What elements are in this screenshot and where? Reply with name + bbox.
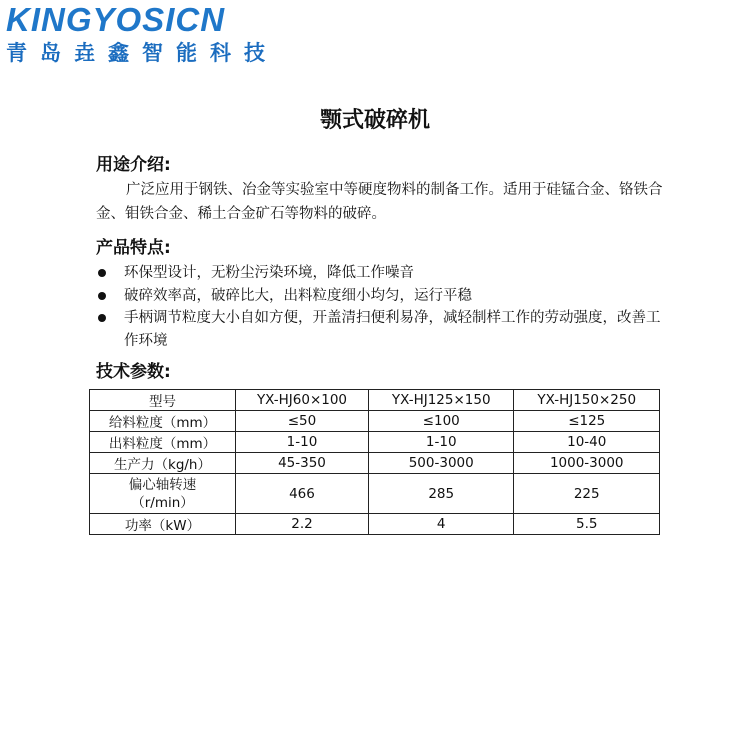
table-cell: ≤100 [368, 411, 514, 432]
bullet-icon [98, 314, 106, 322]
specs-heading: 技术参数: [96, 362, 171, 382]
table-row [90, 411, 660, 432]
table-cell: 466 [236, 474, 369, 514]
table-row [90, 453, 660, 474]
table-row [90, 474, 660, 514]
table-cell: 285 [368, 474, 514, 514]
table-cell: ≤50 [236, 411, 369, 432]
row-label: 偏心轴转速（r/min） [90, 474, 236, 514]
table-cell: 225 [514, 474, 660, 514]
features-list [96, 262, 666, 352]
header-cell: 型号 [90, 390, 236, 411]
table-cell: 1-10 [236, 432, 369, 453]
header-cell: YX-HJ60×100 [236, 390, 369, 411]
table-cell: 45-350 [236, 453, 369, 474]
logo-wordmark: KINGYOSICN [6, 1, 226, 38]
table-row [90, 514, 660, 535]
row-label: 生产力（kg/h） [90, 453, 236, 474]
page-title: 颚式破碎机 [319, 107, 430, 133]
row-label: 给料粒度（mm） [90, 411, 236, 432]
table-cell: 4 [368, 514, 514, 535]
header-cell: YX-HJ125×150 [368, 390, 514, 411]
company-name-cn: 青岛垚鑫智能科技 [6, 41, 278, 65]
feature-text: 环保型设计，无粉尘污染环境，降低工作噪音 [124, 265, 414, 281]
header-cell: YX-HJ150×250 [514, 390, 660, 411]
table-cell: 1-10 [368, 432, 514, 453]
row-label: 出料粒度（mm） [90, 432, 236, 453]
table-cell: ≤125 [514, 411, 660, 432]
feature-text: 手柄调节粒度大小自如方便，开盖清扫便利易净，减轻制样工作的劳动强度，改善工作环境 [124, 310, 661, 349]
specs-table [89, 389, 660, 535]
table-cell: 10-40 [514, 432, 660, 453]
table-cell: 500-3000 [368, 453, 514, 474]
row-label: 功率（kW） [90, 514, 236, 535]
features-heading: 产品特点: [96, 238, 171, 258]
feature-text: 破碎效率高，破碎比大，出料粒度细小均匀，运行平稳 [124, 287, 472, 304]
bullet-icon [98, 292, 106, 300]
bullet-icon [98, 269, 106, 277]
feature-item [96, 262, 666, 285]
table-cell: 1000-3000 [514, 453, 660, 474]
table-row [90, 432, 660, 453]
brand-logo [6, 2, 278, 66]
feature-item [96, 307, 666, 352]
table-cell: 5.5 [514, 514, 660, 535]
usage-heading: 用途介绍: [96, 155, 171, 175]
table-header-row [90, 390, 660, 411]
usage-paragraph: 广泛应用于钢铁、冶金等实验室中等硬度物料的制备工作。适用于硅锰合金、铬铁合金、钼铁合金、稀土合金矿石等物料的破碎。 [96, 182, 663, 222]
table-cell: 2.2 [236, 514, 369, 535]
feature-item [96, 285, 666, 308]
